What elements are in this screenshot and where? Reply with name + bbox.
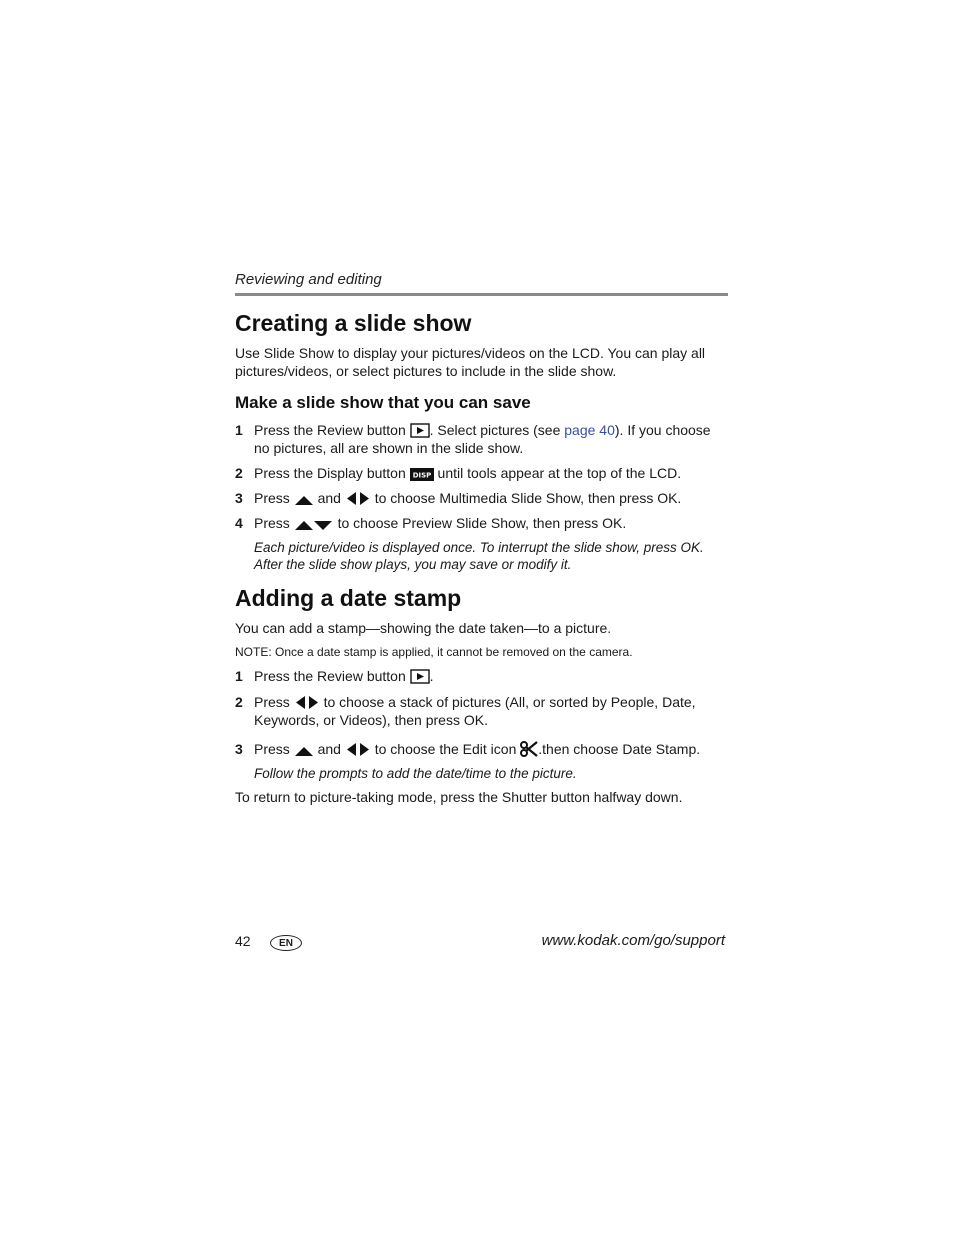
svg-text:DISP: DISP bbox=[412, 471, 431, 480]
step-text: Press to choose a stack of pictures (All, or sorted by People, Date, Keywords, or Videos), then press OK. bbox=[254, 694, 696, 728]
slide-step-4 bbox=[235, 514, 725, 532]
edit-scissors-icon bbox=[520, 741, 538, 757]
date-stamp-followup: Follow the prompts to add the date/time to the picture. bbox=[254, 766, 577, 781]
left-right-arrows-icon bbox=[345, 742, 371, 757]
step-text: Press to choose Preview Slide Show, then press OK. bbox=[254, 515, 627, 531]
step-text: Press and to choose Multimedia Slide Show, then press OK. bbox=[254, 490, 682, 506]
step-text: Press the Review button . bbox=[254, 668, 434, 684]
date-step-2 bbox=[235, 693, 725, 729]
slide-step-3 bbox=[235, 489, 725, 507]
step-text: Press and to choose the Edit icon .then choose Date Stamp. bbox=[254, 741, 701, 757]
up-arrow-icon bbox=[294, 745, 314, 757]
slide-step-2 bbox=[235, 464, 725, 482]
support-url[interactable]: www.kodak.com/go/support bbox=[541, 932, 725, 949]
step-number: 3 bbox=[235, 741, 243, 757]
step-number: 2 bbox=[235, 694, 243, 710]
step-number: 2 bbox=[235, 465, 243, 481]
heading-make-slide-show: Make a slide show that you can save bbox=[235, 393, 531, 412]
step-number: 3 bbox=[235, 490, 243, 506]
step-number: 1 bbox=[235, 422, 243, 438]
section-header: Reviewing and editing bbox=[235, 271, 382, 288]
step-number: 1 bbox=[235, 668, 243, 684]
language-badge: EN bbox=[270, 935, 302, 951]
date-step-3 bbox=[235, 740, 725, 758]
step-text: Press the Display button DISP until tools appear at the top of the LCD. bbox=[254, 465, 682, 481]
header-rule bbox=[235, 293, 728, 296]
up-down-arrows-icon bbox=[294, 519, 334, 531]
heading-creating-slide-show: Creating a slide show bbox=[235, 310, 472, 336]
left-right-arrows-icon bbox=[294, 695, 320, 710]
slide-show-note: Each picture/video is displayed once. To interrupt the slide show, press OK. After the slide show plays, you may save or modify it. bbox=[254, 540, 704, 572]
left-right-arrows-icon bbox=[345, 491, 371, 506]
review-button-icon bbox=[410, 423, 430, 438]
date-stamp-intro: You can add a stamp—showing the date taken—to a picture. bbox=[235, 620, 612, 636]
date-stamp-closing: To return to picture-taking mode, press the Shutter button halfway down. bbox=[235, 789, 683, 805]
heading-adding-date-stamp: Adding a date stamp bbox=[235, 585, 462, 611]
date-stamp-note: NOTE: Once a date stamp is applied, it cannot be removed on the camera. bbox=[235, 645, 633, 659]
slide-show-intro: Use Slide Show to display your pictures/videos on the LCD. You can play all pictures/videos, or select pictures to include in the slide show. bbox=[235, 345, 706, 379]
slide-step-1 bbox=[235, 421, 725, 457]
page-number: 42 bbox=[235, 933, 251, 949]
date-step-1 bbox=[235, 667, 725, 685]
display-button-icon bbox=[410, 468, 434, 481]
step-text: Press the Review button . Select pictures (see page 40). If you choose no pictures, all are shown in the slide show. bbox=[254, 422, 711, 456]
review-button-icon bbox=[410, 669, 430, 684]
page-40-link[interactable]: page 40 bbox=[564, 422, 615, 438]
up-arrow-icon bbox=[294, 494, 314, 506]
step-number: 4 bbox=[235, 515, 243, 531]
